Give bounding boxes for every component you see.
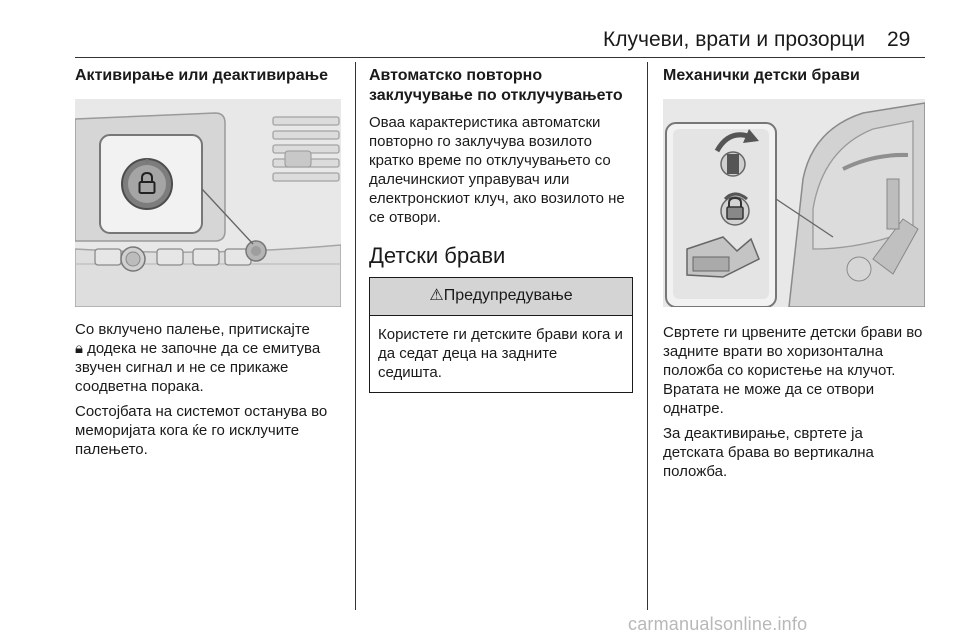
column-divider bbox=[355, 62, 356, 610]
warning-text: Користете ги детските брави кога и да седат деца на задните седишта. bbox=[378, 326, 623, 381]
section-title-child-locks: Детски брави bbox=[369, 243, 506, 268]
header-rule bbox=[75, 57, 925, 58]
running-header-title: Клучеви, врати и прозорци bbox=[603, 28, 865, 51]
section-heading: Активирање или деактивирање bbox=[75, 67, 329, 84]
warning-header bbox=[370, 278, 632, 316]
column-2 bbox=[369, 66, 633, 393]
paragraph-lock-button-rest: додека не започне да се емитува звучен сигнал и не се прикаже соодветна порака. bbox=[75, 340, 321, 395]
section-heading: Механички детски брави bbox=[663, 67, 860, 84]
paragraph-turn-locks: Свртете ги црвените детски брави во задните врати во хоризонтална положба со користење на клучот. Вратата не може да се отвори однатре. bbox=[663, 324, 923, 417]
illustration-lock-button bbox=[75, 99, 341, 307]
paragraph-deactivate: За деактивирање, свртете ја детската брава во вертикална положба. bbox=[663, 425, 874, 480]
warning-title: Предупредување bbox=[443, 287, 573, 304]
paragraph-memory-state: Состојбата на системот останува во меморијата кога ќе го исклучите палењето. bbox=[75, 403, 328, 458]
lock-symbol-icon: 🔒︎ bbox=[75, 340, 83, 357]
column-1 bbox=[75, 66, 341, 459]
warning-triangle-icon: ⚠ bbox=[429, 287, 444, 304]
paragraph-lock-button-lead: Со вклучено палење, притискајте bbox=[75, 321, 310, 338]
column-3 bbox=[663, 66, 925, 481]
page-number: 29 bbox=[887, 28, 911, 51]
illustration-child-lock bbox=[663, 99, 925, 307]
paragraph-lock-button bbox=[75, 320, 341, 396]
watermark: carmanualsonline.info bbox=[628, 614, 808, 634]
warning-box bbox=[369, 277, 633, 393]
column-divider bbox=[647, 62, 648, 610]
section-heading: Автоматско повторно заклучување по отклучувањето bbox=[369, 67, 623, 104]
paragraph-auto-relock: Оваа карактеристика автоматски повторно го заклучува возилото кратко време по отклучувањето со далечинскиот управувач или електронскиот клуч, ако возилото не се отвори. bbox=[369, 114, 625, 226]
